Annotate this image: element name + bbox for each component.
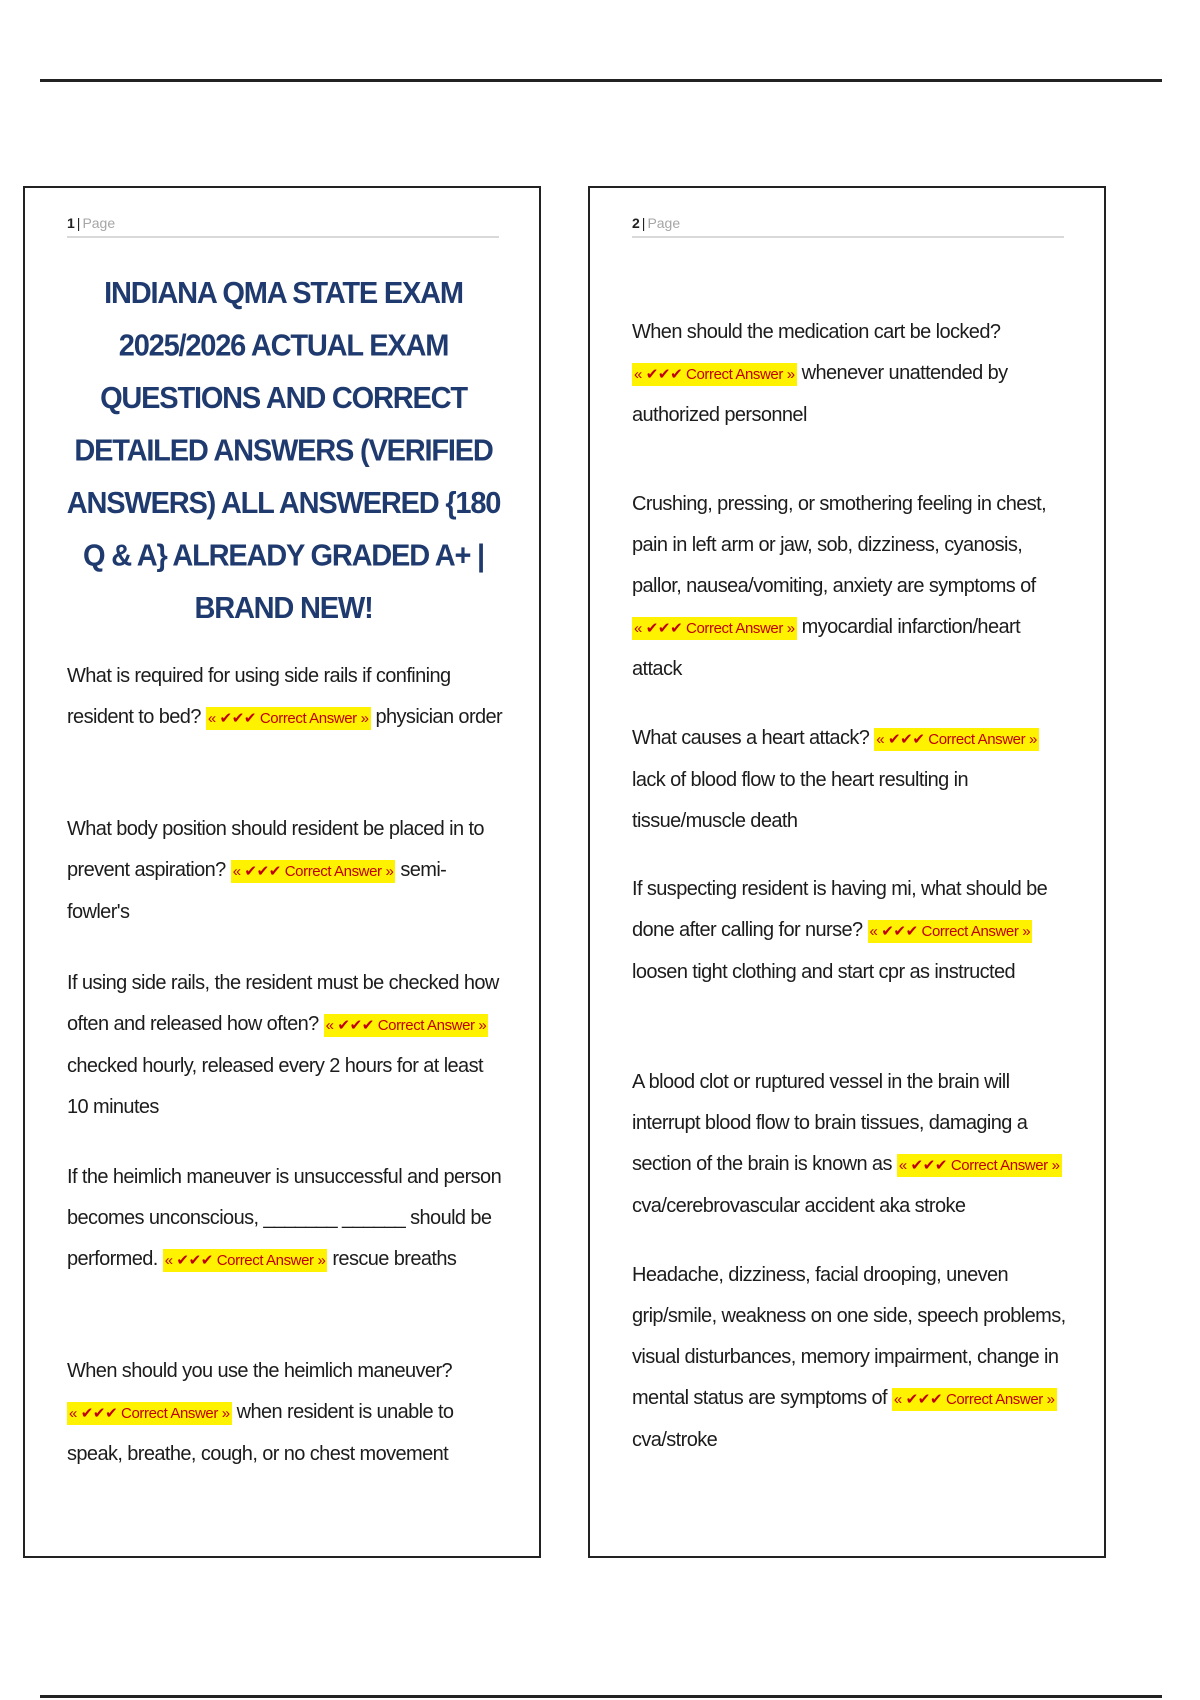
page-header: [632, 215, 1064, 238]
page-label: Page: [647, 215, 681, 231]
document-page-1: [23, 186, 541, 1558]
answer-text: lack of blood flow to the heart resulting in tissue/muscle death: [632, 769, 969, 832]
checkmarks-icon: ✔✔✔: [887, 731, 925, 748]
answer-text: semi-fowler's: [67, 859, 447, 923]
answer-text: whenever unattended by authorized personnel: [632, 362, 1008, 426]
correct-answer-tag: « ✔✔✔ Correct Answer »: [67, 1402, 232, 1425]
answer-text: cva/stroke: [632, 1429, 718, 1451]
document-page-2: [588, 186, 1106, 1558]
checkmarks-icon: ✔✔✔: [645, 620, 683, 637]
answer-text: rescue breaths: [332, 1248, 457, 1270]
correct-answer-tag: « ✔✔✔ Correct Answer »: [632, 617, 797, 640]
question-text: If the heimlich maneuver is unsuccessful and person becomes unconscious, _______ ______ should be performed.: [67, 1166, 502, 1270]
qa-item: [67, 1157, 505, 1281]
correct-answer-tag: « ✔✔✔ Correct Answer »: [206, 707, 371, 730]
checkmarks-icon: ✔✔✔: [337, 1017, 374, 1034]
correct-answer-tag: « ✔✔✔ Correct Answer »: [868, 920, 1033, 943]
question-text: When should you use the heimlich maneuver?: [67, 1360, 453, 1382]
checkmarks-icon: ✔✔✔: [176, 1252, 213, 1269]
question-text: If suspecting resident is having mi, what should be done after calling for nurse?: [632, 878, 1048, 941]
question-text: A blood clot or ruptured vessel in the brain will interrupt blood flow to brain tissues, damaging a section of the brain is known as: [632, 1071, 1028, 1175]
checkmarks-icon: ✔✔✔: [645, 366, 683, 383]
correct-answer-tag: « ✔✔✔ Correct Answer »: [892, 1388, 1057, 1411]
correct-answer-tag: « ✔✔✔ Correct Answer »: [163, 1249, 328, 1272]
page-number: 1: [67, 215, 75, 231]
page-separator: |: [76, 215, 81, 231]
top-rule: [40, 79, 1162, 82]
qa-item: [67, 656, 505, 739]
question-text: When should the medication cart be locked?: [632, 321, 1001, 343]
correct-answer-tag: « ✔✔✔ Correct Answer »: [231, 860, 396, 883]
page-label: Page: [82, 215, 116, 231]
answer-text: loosen tight clothing and start cpr as instructed: [632, 961, 1016, 983]
qa-item: [67, 963, 505, 1128]
correct-answer-tag: « ✔✔✔ Correct Answer »: [874, 728, 1039, 751]
qa-item: [632, 869, 1072, 993]
question-text: What body position should resident be placed in to prevent aspiration?: [67, 818, 484, 881]
correct-answer-tag: « ✔✔✔ Correct Answer »: [632, 363, 797, 386]
question-text: If using side rails, the resident must be checked how often and released how often?: [67, 972, 499, 1035]
page-separator: |: [641, 215, 646, 231]
question-text: Crushing, pressing, or smothering feeling in chest, pain in left arm or jaw, sob, dizziness, cyanosis, pallor, nausea/vomiting, anxiety are symptoms of: [632, 493, 1047, 597]
correct-answer-tag: « ✔✔✔ Correct Answer »: [324, 1014, 489, 1037]
qa-item: [67, 809, 505, 933]
question-text: What is required for using side rails if confining resident to bed?: [67, 665, 451, 728]
answer-text: when resident is unable to speak, breathe, cough, or no chest movement: [67, 1401, 454, 1465]
qa-item: [632, 312, 1072, 436]
checkmarks-icon: ✔✔✔: [80, 1405, 118, 1422]
correct-answer-tag: « ✔✔✔ Correct Answer »: [897, 1154, 1062, 1177]
checkmarks-icon: ✔✔✔: [910, 1157, 948, 1174]
question-text: What causes a heart attack?: [632, 727, 870, 749]
checkmarks-icon: ✔✔✔: [244, 863, 281, 880]
qa-item: [632, 718, 1072, 842]
qa-item: [632, 1062, 1072, 1227]
checkmarks-icon: ✔✔✔: [219, 710, 257, 727]
bottom-rule: [40, 1695, 1162, 1698]
answer-text: cva/cerebrovascular accident aka stroke: [632, 1195, 966, 1217]
checkmarks-icon: ✔✔✔: [881, 923, 918, 940]
qa-item: [632, 484, 1072, 690]
page-number: 2: [632, 215, 640, 231]
answer-text: myocardial infarction/heart attack: [632, 616, 1021, 680]
answer-text: physician order: [375, 706, 503, 728]
answer-text: checked hourly, released every 2 hours for at least 10 minutes: [67, 1055, 483, 1118]
page-header: [67, 215, 499, 238]
question-text: Headache, dizziness, facial drooping, uneven grip/smile, weakness on one side, speech problems, visual disturbances, memory impairment, change in mental status are symptoms of: [632, 1264, 1066, 1409]
qa-item: [632, 1255, 1072, 1461]
qa-item: [67, 1351, 505, 1475]
document-title: INDIANA QMA STATE EXAM 2025/2026 ACTUAL EXAM QUESTIONS AND CORRECT DETAILED ANSWERS (VERIFIED ANSWERS) ALL ANSWERED {180 Q & A} ALREADY GRADED A+ | BRAND NEW!: [66, 276, 501, 626]
checkmarks-icon: ✔✔✔: [905, 1391, 943, 1408]
